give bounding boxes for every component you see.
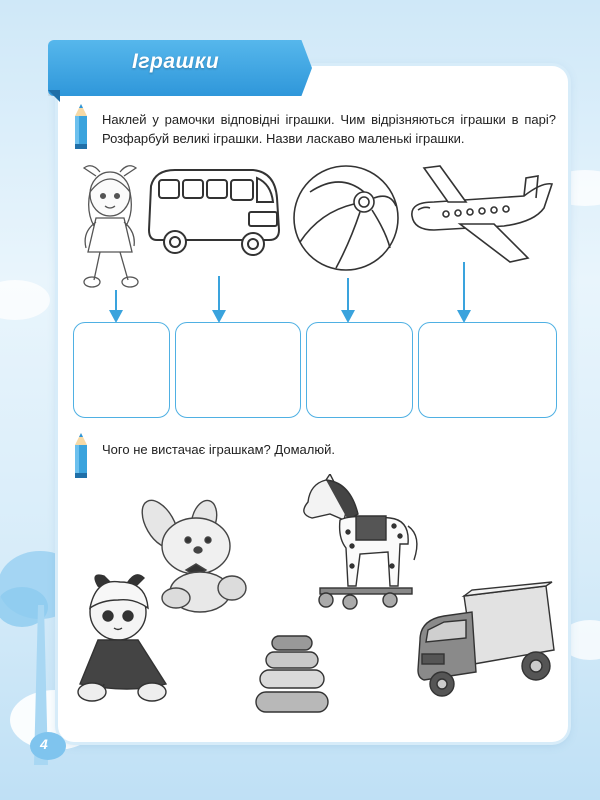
sticker-frame-doll[interactable] xyxy=(73,322,170,418)
pyramid-icon xyxy=(252,634,332,716)
ball-icon xyxy=(290,162,402,274)
sticker-frame-airplane[interactable] xyxy=(418,322,557,418)
doll-girl-icon xyxy=(70,568,180,710)
pencil-icon xyxy=(73,104,89,150)
sticker-frame-bus[interactable] xyxy=(175,322,301,418)
sticker-frame-ball[interactable] xyxy=(306,322,413,418)
page-number-badge xyxy=(28,728,68,764)
airplane-icon xyxy=(404,162,558,266)
bus-icon xyxy=(145,164,285,258)
truck-icon xyxy=(414,580,560,702)
page-title: Іграшки xyxy=(132,50,220,73)
arrow-down-icon xyxy=(340,278,356,324)
cloud-decoration xyxy=(0,280,50,320)
doll-icon xyxy=(70,162,152,292)
pencil-icon xyxy=(73,433,89,479)
horse-icon xyxy=(290,474,426,616)
task2-instruction: Чого не вистачає іграшкам? Домалюй. xyxy=(102,442,335,457)
page-number: 4 xyxy=(40,736,48,752)
arrow-down-icon xyxy=(108,290,124,324)
arrow-down-icon xyxy=(211,276,227,324)
arrow-down-icon xyxy=(456,262,472,324)
task1-instruction: Наклей у рамочки відповідні іграшки. Чим відрізняються іграшки в парі? Розфарбуй великі іграшки. Назви ласкаво маленькі іграшки. xyxy=(102,112,556,146)
